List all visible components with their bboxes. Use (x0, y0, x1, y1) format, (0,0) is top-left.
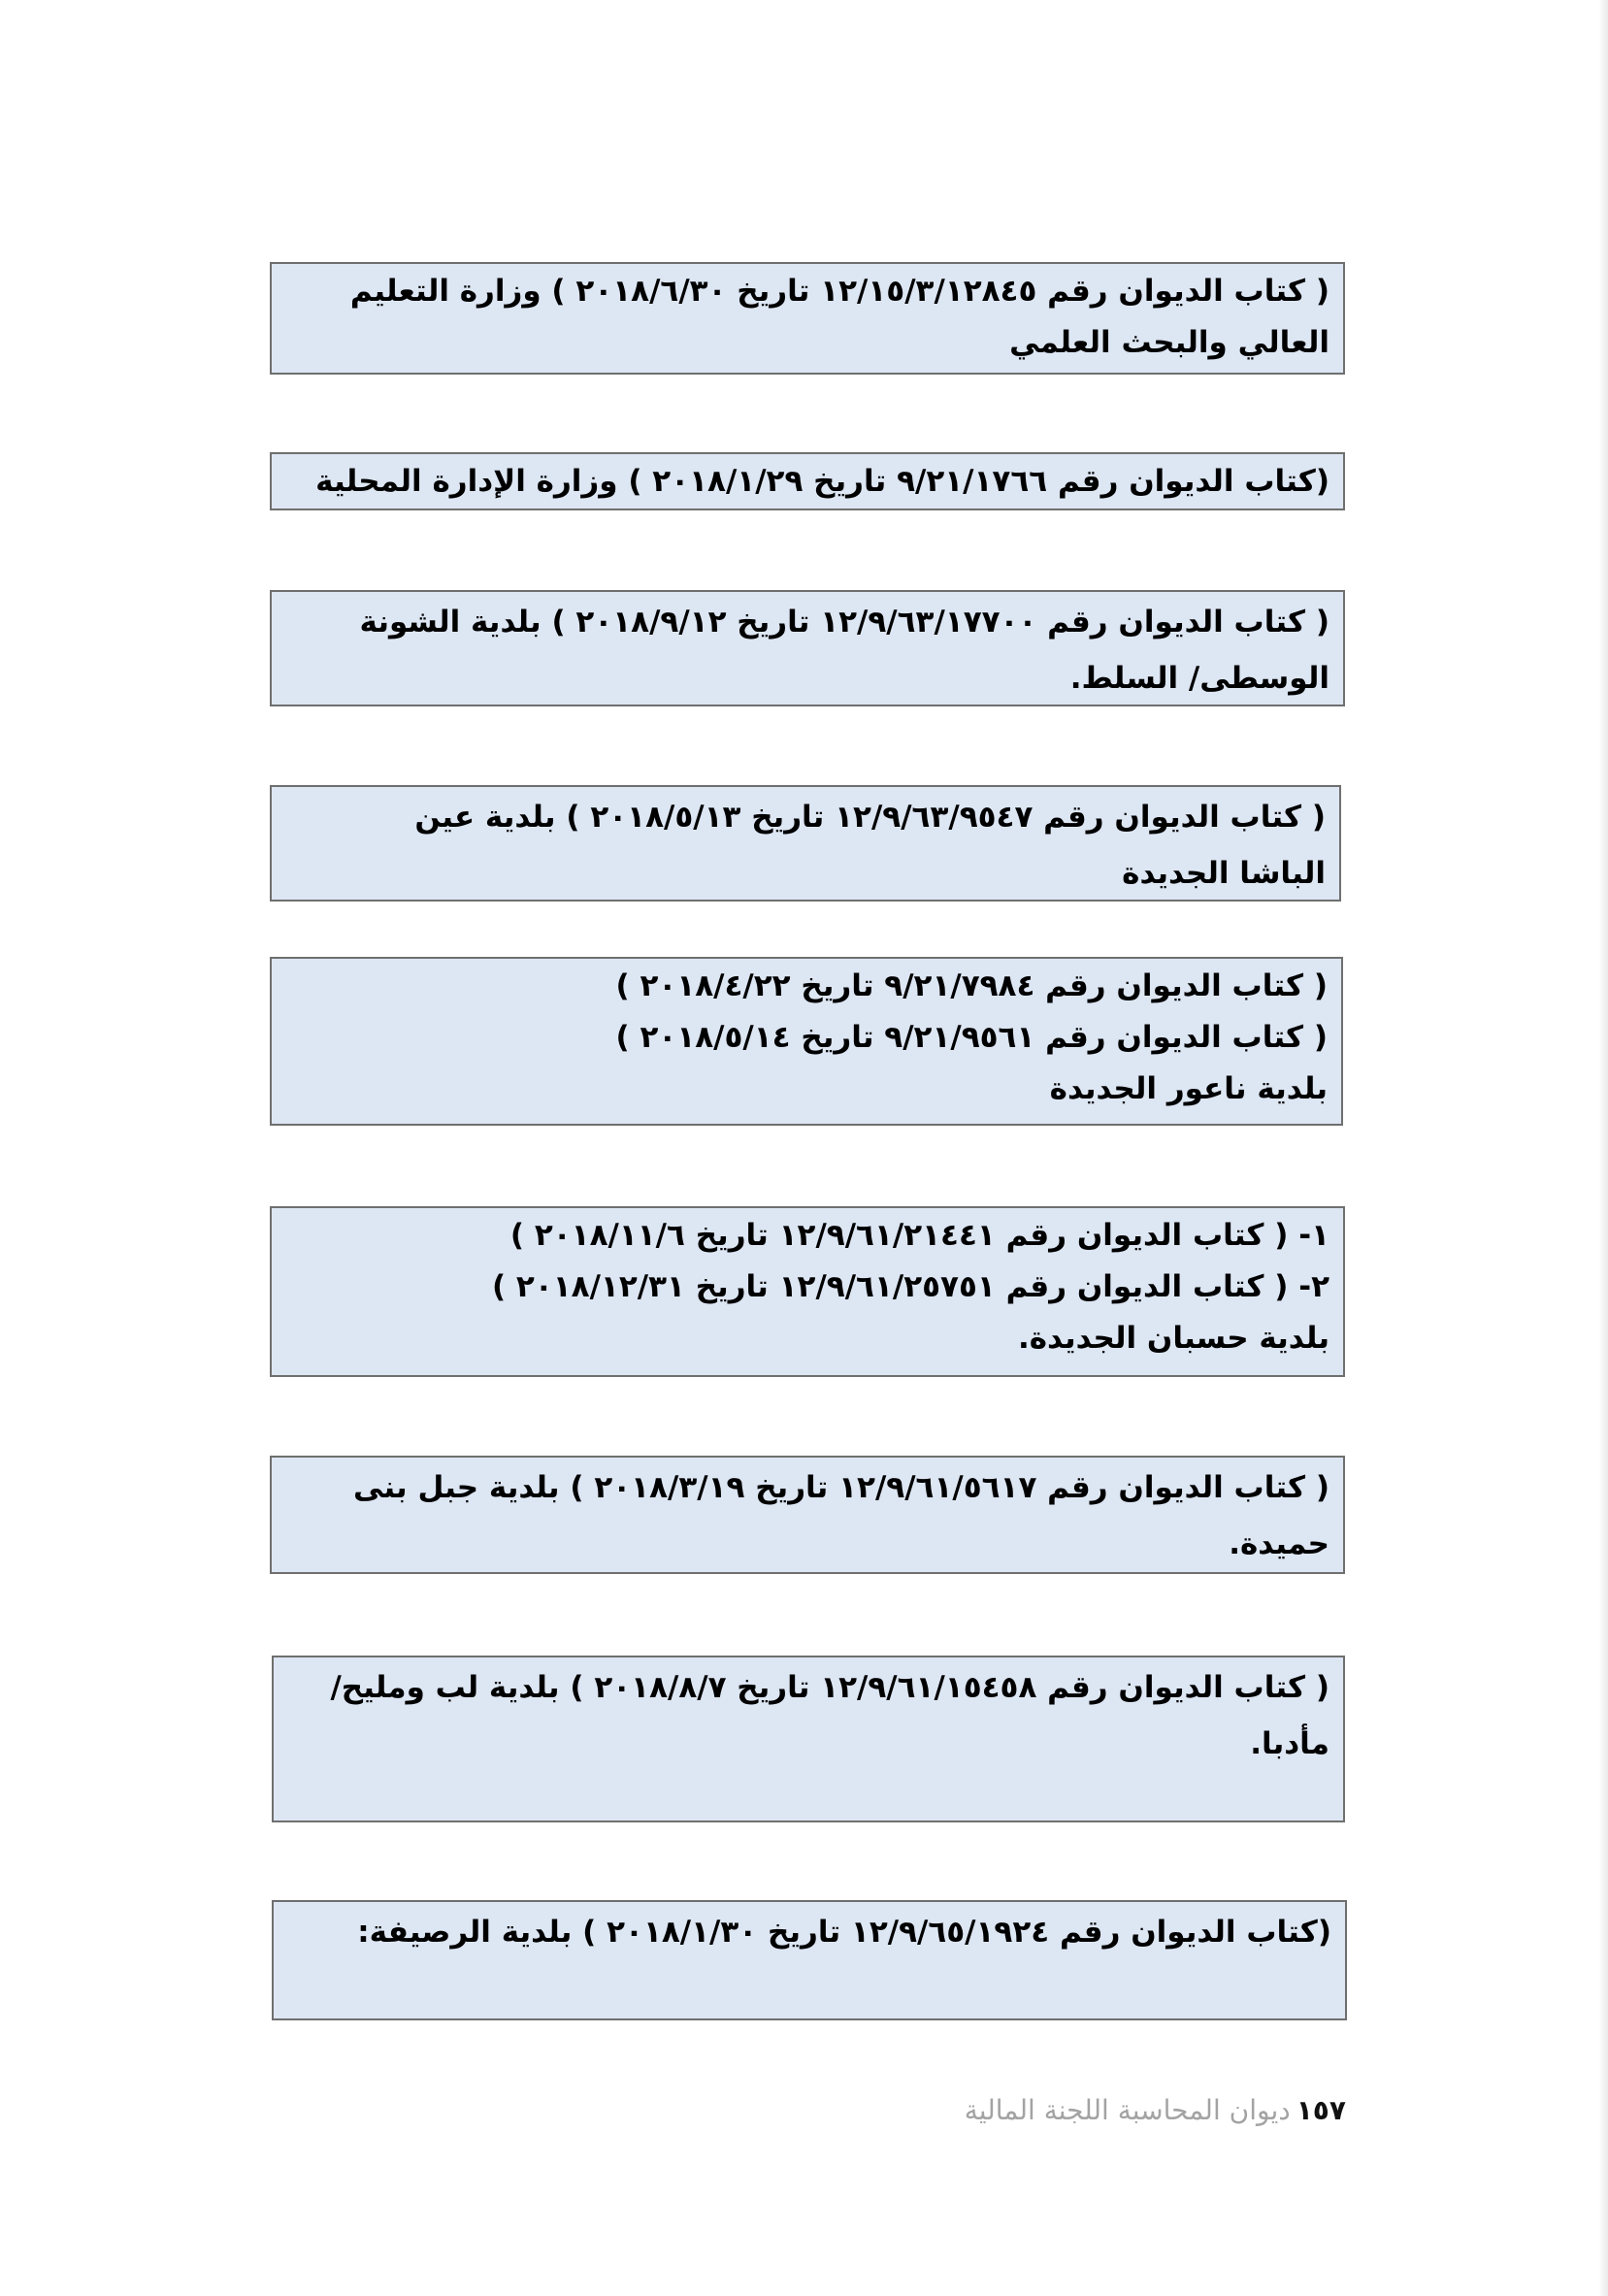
record-line: بلدية حسبان الجديدة. (1017, 1321, 1329, 1356)
record-box-4 (270, 785, 1341, 902)
record-line: حميدة. (1229, 1526, 1329, 1561)
record-box-8 (272, 1656, 1345, 1822)
record-box-2 (270, 452, 1345, 510)
record-box-9 (272, 1900, 1347, 2020)
record-line: ( كتاب الديوان رقم ١٢/١٥/٣/١٢٨٤٥ تاريخ ٢٠١٨/٦/٣٠ ) وزارة التعليم (349, 274, 1329, 309)
record-line: (كتاب الديوان رقم ١٢/٩/٦٥/١٩٢٤ تاريخ ٢٠١٨/١/٣٠ ) بلدية الرصيفة: (357, 1915, 1331, 1950)
record-line: ( كتاب الديوان رقم ٩/٢١/٩٥٦١ تاريخ ٢٠١٨/٥/١٤ ) (615, 1020, 1328, 1055)
record-box-3 (270, 590, 1345, 706)
record-box-6 (270, 1206, 1345, 1377)
page-footer (965, 2094, 1346, 2126)
record-line: (كتاب الديوان رقم ٩/٢١/١٧٦٦ تاريخ ٢٠١٨/١/٢٩ ) وزارة الإدارة المحلية (315, 464, 1329, 499)
record-line: ٢- ( كتاب الديوان رقم ١٢/٩/٦١/٢٥٧٥١ تاريخ ٢٠١٨/١٢/٣١ ) (491, 1269, 1329, 1304)
record-box-1 (270, 262, 1345, 375)
record-line: ( كتاب الديوان رقم ١٢/٩/٦١/٥٦١٧ تاريخ ٢٠١٨/٣/١٩ ) بلدية جبل بنى (353, 1470, 1329, 1505)
page-number: ١٥٧ (1296, 2094, 1346, 2126)
record-line: بلدية ناعور الجديدة (1049, 1071, 1328, 1106)
record-line: ( كتاب الديوان رقم ١٢/٩/٦١/١٥٤٥٨ تاريخ ٢٠١٨/٨/٧ ) بلدية لب ومليح/ (330, 1670, 1329, 1705)
record-box-5 (270, 957, 1343, 1126)
record-line: الباشا الجديدة (1122, 856, 1326, 891)
page-edge-shadow (1598, 0, 1608, 2296)
record-box-7 (270, 1456, 1345, 1574)
record-line: العالي والبحث العلمي (1009, 325, 1329, 360)
record-line: ( كتاب الديوان رقم ٩/٢١/٧٩٨٤ تاريخ ٢٠١٨/٤/٢٢ ) (615, 968, 1328, 1003)
record-line: ( كتاب الديوان رقم ١٢/٩/٦٣/٩٥٤٧ تاريخ ٢٠١٨/٥/١٣ ) بلدية عين (414, 800, 1326, 835)
record-line: ١- ( كتاب الديوان رقم ١٢/٩/٦١/٢١٤٤١ تاريخ ٢٠١٨/١١/٦ ) (509, 1218, 1329, 1253)
footer-title: ديوان المحاسبة اللجنة المالية (964, 2094, 1291, 2126)
record-line: ( كتاب الديوان رقم ١٢/٩/٦٣/١٧٧٠٠ تاريخ ٢٠١٨/٩/١٢ ) بلدية الشونة (359, 605, 1329, 640)
record-line: الوسطى/ السلط. (1069, 661, 1329, 696)
record-line: مأدبا. (1250, 1726, 1329, 1761)
